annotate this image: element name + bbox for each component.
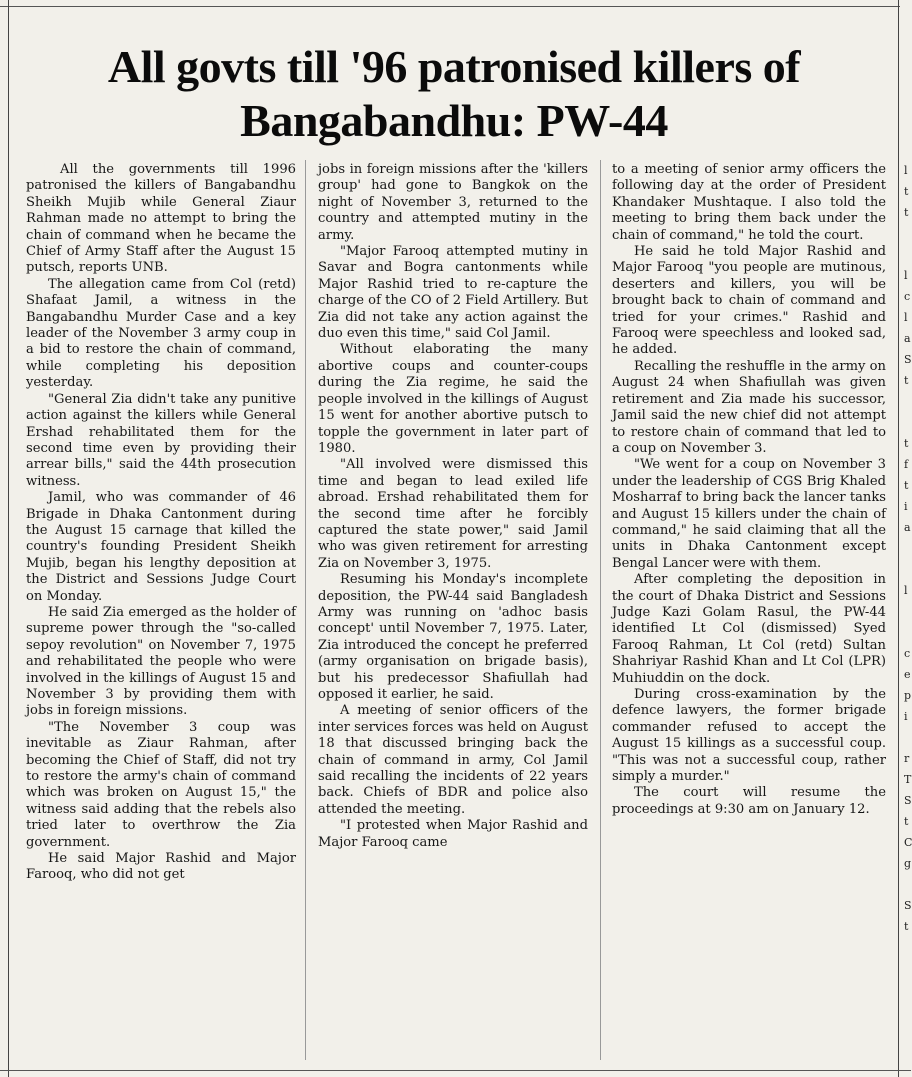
edge-fragment: t [904, 185, 909, 198]
edge-fragment: S [904, 794, 912, 807]
edge-fragment: t [904, 206, 909, 219]
paragraph: A meeting of senior officers of the inter services forces was held on August 18 that discussed bringing back the chain of command in army, Col Jamil said recalling the incidents of 22 years back. Chiefs of BDR and police also attended the meeting. [318, 703, 588, 817]
edge-fragment [904, 391, 911, 412]
edge-fragment: t [904, 920, 909, 933]
column-separator [600, 160, 601, 1060]
paragraph: The court will resume the proceedings at 9:30 am on January 12. [612, 785, 886, 817]
left-rule [8, 0, 9, 1077]
edge-fragment: l [904, 269, 908, 282]
edge-fragment [904, 244, 911, 265]
edge-fragment [904, 874, 911, 895]
edge-fragment [904, 601, 911, 622]
article-column-2 [318, 162, 588, 851]
paragraph: He said he told Major Rashid and Major Farooq "you people are mutinous, deserters and killers, you will be brought back to chain of command and tried for your crimes." Rashid and Farooq were speechless and looked sad, he added. [612, 244, 886, 358]
top-rule [0, 6, 900, 7]
edge-fragment: a [904, 521, 911, 534]
edge-fragment [904, 622, 911, 643]
edge-fragment: r [904, 752, 910, 765]
edge-fragment: S [904, 353, 912, 366]
edge-fragment: e [904, 668, 911, 681]
paragraph: Resuming his Monday's incomplete deposition, the PW-44 said Bangladesh Army was running on 'adhoc basis concept' until November 7, 1975. Later, Zia introduced the concept he preferred (army organisation on brigade basis), but his predecessor Shafiullah had opposed it earlier, he said. [318, 572, 588, 702]
adjacent-article-edge [904, 160, 911, 937]
article-column-3 [612, 162, 886, 818]
edge-fragment: t [904, 479, 909, 492]
bottom-rule [0, 1070, 911, 1071]
edge-fragment: c [904, 647, 911, 660]
edge-fragment [904, 727, 911, 748]
edge-fragment [904, 538, 911, 559]
right-rule [898, 0, 899, 1077]
paragraph: "I protested when Major Rashid and Major Farooq came [318, 818, 588, 850]
edge-fragment [904, 223, 911, 244]
edge-fragment: g [904, 857, 912, 870]
paragraph: He said Zia emerged as the holder of supreme power through the "so-called sepoy revolution" on November 7, 1975 and rehabilitated the people who were involved in the killings of August 15 and November 3 by providing them with jobs in foreign missions. [26, 604, 296, 719]
paragraph: The allegation came from Col (retd) Shafaat Jamil, a witness in the Bangabandhu Murder Case and a key leader of the November 3 army coup in a bid to restore the chain of command, while completing his deposition yesterday. [26, 276, 296, 391]
edge-fragment: p [904, 689, 912, 702]
edge-fragment: l [904, 584, 908, 597]
paragraph: All the governments till 1996 patronised the killers of Bangabandhu Sheikh Mujib while General Ziaur Rahman made no attempt to bring the chain of command when he became the Chief of Army Staff after the August 15 putsch, reports UNB. [26, 162, 296, 276]
edge-fragment: C [904, 836, 912, 849]
edge-fragment: l [904, 164, 908, 177]
edge-fragment: t [904, 374, 909, 387]
column-separator [305, 160, 306, 1060]
edge-fragment: i [904, 500, 908, 513]
paragraph: "Major Farooq attempted mutiny in Savar and Bogra cantonments while Major Rashid tried to re-capture the charge of the CO of 2 Field Artillery. But Zia did not take any action against the duo even this time," said Col Jamil. [318, 244, 588, 342]
edge-fragment: f [904, 458, 909, 471]
edge-fragment: a [904, 332, 911, 345]
edge-fragment: t [904, 437, 909, 450]
edge-fragment: T [904, 773, 912, 786]
paragraph: "We went for a coup on November 3 under the leadership of CGS Brig Khaled Mosharraf to bring back the lancer tanks and August 15 killers under the chain of command," he said claiming that all the units in Dhaka Cantonment except Bengal Lancer were with them. [612, 457, 887, 571]
edge-fragment: S [904, 899, 912, 912]
paragraph: "The November 3 coup was inevitable as Ziaur Rahman, after becoming the Chief of Staff, did not try to restore the army's chain of command which was broken on August 15," the witness said adding that the rebels also tried later to overthrow the Zia government. [26, 719, 296, 850]
paragraph: During cross-examination by the defence lawyers, the former brigade commander refused to accept the August 15 killings as a successful coup. "This was not a successful coup, rather simply a murder." [612, 687, 886, 785]
edge-fragment [904, 412, 911, 433]
paragraph: Without elaborating the many abortive coups and counter-coups during the Zia regime, he said the people involved in the killings of August 15 went for another abortive putsch to topple the government in later part of 1980. [318, 342, 588, 456]
paragraph: "All involved were dismissed this time and began to lead exiled life abroad. Ershad rehabilitated them for the second time after he forcibly captured the state power," said Jamil who was given retirement for arresting Zia on November 3, 1975. [318, 457, 588, 571]
paragraph: After completing the deposition in the court of Dhaka District and Sessions Judge Kazi Golam Rasul, the PW-44 identified Lt Col (dismissed) Syed Farooq Rahman, Lt Col (retd) Sultan Shahriyar Rashid Khan and Lt Col (LPR) Muhiuddin on the dock. [612, 572, 886, 686]
edge-fragment: i [904, 710, 908, 723]
paragraph: Recalling the reshuffle in the army on August 24 when Shafiullah was given retirement and Zia made his successor, Jamil said the new chief did not attempt to restore chain of command that led to a coup on November 3. [612, 358, 886, 456]
paragraph: jobs in foreign missions after the 'killers group' had gone to Bangkok on the night of November 3, returned to the country and attempted mutiny in the army. [318, 162, 588, 243]
edge-fragment: t [904, 815, 909, 828]
edge-fragment: l [904, 311, 908, 324]
paragraph: "General Zia didn't take any punitive action against the killers while General Ershad rehabilitated them for the second time even by providing their arrear bills," said the 44th prosecution witness. [26, 391, 296, 489]
paragraph: He said Major Rashid and Major Farooq, who did not get [26, 851, 296, 883]
headline: All govts till '96 patronised killers of Bangabandhu: PW-44 [107, 41, 801, 146]
article-column-1 [26, 162, 296, 884]
edge-fragment: c [904, 290, 911, 303]
edge-fragment [904, 559, 911, 580]
paragraph: to a meeting of senior army officers the following day at the order of President Khandaker Mushtaque. I also told the meeting to bring them back under the chain of command," he told the court. [612, 162, 886, 243]
paragraph: Jamil, who was commander of 46 Brigade in Dhaka Cantonment during the August 15 carnage that killed the country's founding President Sheikh Mujib, began his lengthy deposition at the District and Sessions Judge Court on Monday. [26, 490, 296, 604]
